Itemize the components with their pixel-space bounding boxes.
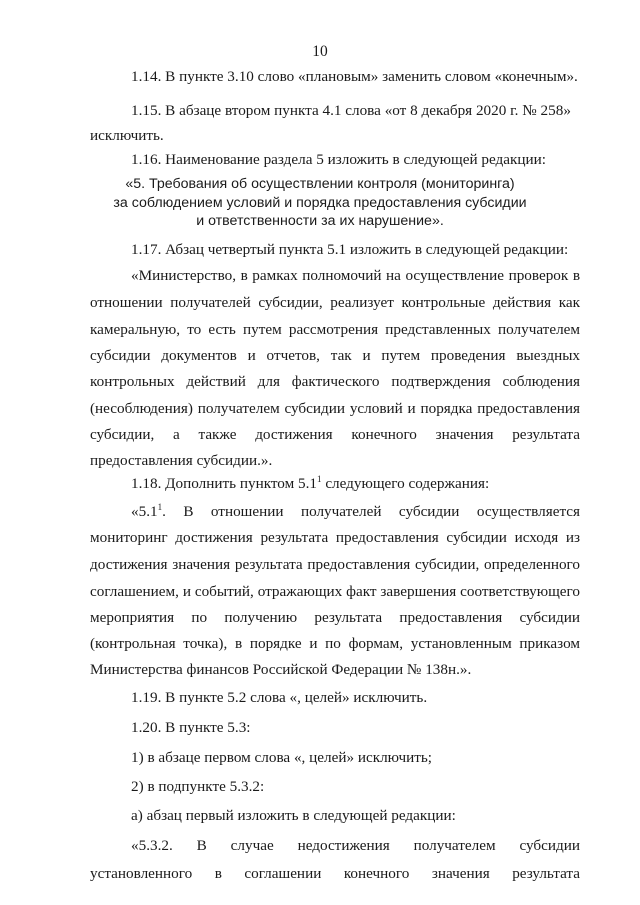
quote-5-1-line-2: отношении получателей субсидии, реализует контрольные действия как: [90, 294, 580, 311]
paragraph-1-15-line-1: 1.15. В абзаце втором пункта 4.1 слова «от 8 декабря 2020 г. № 258»: [131, 102, 571, 119]
paragraph-item-1: 1) в абзаце первом слова «, целей» исключить;: [131, 749, 432, 766]
quote-5-1-1-line-5: мероприятия по получению результата предоставления субсидии: [90, 609, 580, 626]
quote-5-1-1-line-2: мониторинг достижения результата предоставления субсидии исходя из: [90, 529, 580, 546]
superscript-index: 1: [317, 473, 322, 484]
paragraph-1-17: 1.17. Абзац четвертый пункта 5.1 изложить в следующей редакции:: [131, 241, 569, 258]
paragraph-1-19: 1.19. В пункте 5.2 слова «, целей» исключить.: [131, 689, 428, 706]
superscript-index: 1: [157, 501, 163, 512]
quote-5-1-line-5: контрольных действий для фактического подтверждения соблюдения: [90, 373, 580, 390]
quote-5-1-line-8: предоставления субсидии.».: [90, 452, 273, 469]
quote-5-3-2-line-1: «5.3.2. В случае недостижения получателем субсидии: [131, 837, 580, 854]
paragraph-item-2: 2) в подпункте 5.3.2:: [131, 778, 265, 795]
quote-5-1-1-line-3: достижения значения результата предоставления субсидии, определенного: [90, 556, 580, 573]
quote-5-1-1-line-7: Министерства финансов Российской Федерации № 138н.».: [90, 661, 472, 678]
paragraph-1-14: 1.14. В пункте 3.10 слово «плановым» заменить словом «конечным».: [131, 68, 578, 85]
quote-5-3-2-line-2: установленного в соглашении конечного значения результата: [90, 865, 580, 882]
quote-5-1-line-6: (несоблюдения) получателем субсидии условий и порядка предоставления: [90, 400, 580, 417]
paragraph-1-20: 1.20. В пункте 5.3:: [131, 719, 251, 736]
section-heading-line-2: за соблюдением условий и порядка предоставления субсидии: [113, 195, 527, 211]
quote-5-1-line-7: субсидии, а также достижения конечного значения результата: [90, 426, 580, 443]
page-number: 10: [312, 43, 328, 60]
quote-5-1-1-line-6: (контрольная точка), в порядке и по формам, установленным приказом: [90, 635, 580, 652]
quote-5-1-line-4: субсидии документов и отчетов, так и путем проведения выездных: [90, 347, 580, 364]
paragraph-item-a: а) абзац первый изложить в следующей редакции:: [131, 807, 456, 824]
paragraph-1-15-line-2: исключить.: [90, 127, 164, 144]
quote-5-1-line-3: камеральную, то есть путем рассмотрения представленных получателем: [90, 321, 580, 338]
paragraph-1-18: 1.18. Дополнить пунктом $5.1^1$ следующего содержания:: [131, 473, 490, 492]
quote-5-1-1-line-1: «$5.1^1$. В отношении получателей субсидии осуществляется: [131, 501, 580, 520]
quote-5-1-line-1: «Министерство, в рамках полномочий на осуществление проверок в: [131, 267, 580, 284]
paragraph-1-16: 1.16. Наименование раздела 5 изложить в следующей редакции:: [131, 151, 546, 168]
section-heading-line-1: «5. Требования об осуществлении контроля (мониторинга): [125, 176, 515, 192]
section-heading-line-3: и ответственности за их нарушение».: [196, 213, 444, 229]
quote-5-1-1-line-4: соглашением, и событий, отражающих факт завершения соответствующего: [90, 583, 580, 600]
